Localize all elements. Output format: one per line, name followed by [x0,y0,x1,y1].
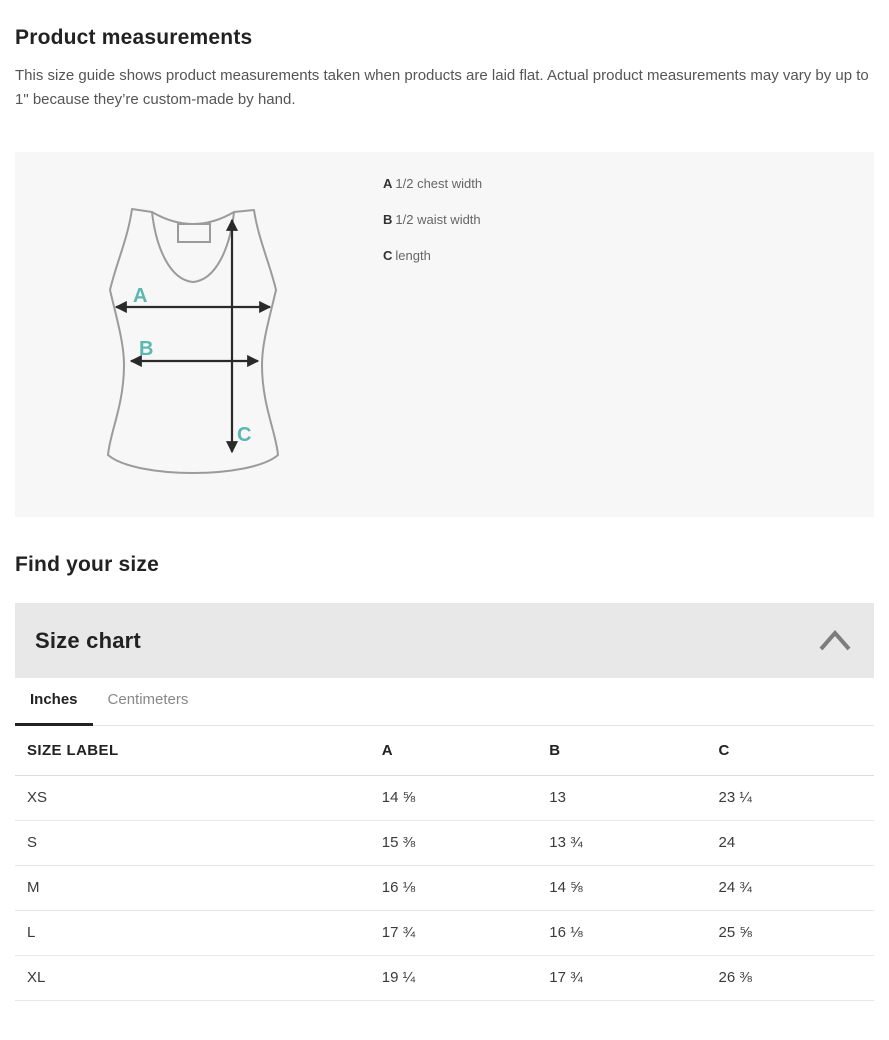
tank-outline [108,209,278,473]
value-cell-b: 16 ⅛ [537,911,706,956]
value-cell-a: 17 ¾ [370,911,538,956]
value-cell-b: 14 ⅝ [537,866,706,911]
value-cell-c: 24 [706,821,874,866]
tab-inches[interactable]: Inches [15,678,93,726]
find-your-size-title: Find your size [15,553,159,576]
value-cell-c: 26 ⅜ [706,956,874,1001]
size-table [15,726,874,1001]
legend-item-b [383,212,482,227]
size-chart-accordion-header[interactable] [15,603,874,678]
tab-centimeters[interactable]: Centimeters [107,691,189,708]
value-cell-c: 24 ¾ [706,866,874,911]
value-cell-b: 17 ¾ [537,956,706,1001]
unit-tabs [15,678,874,726]
measurement-legend [383,176,482,284]
column-header-size-label: SIZE LABEL [15,726,370,776]
legend-text-b: 1/2 waist width [395,212,481,227]
size-label-cell: XL [15,956,370,1001]
tank-back-neck-line [152,212,234,224]
page-title: Product measurements [15,26,253,49]
column-header-c: C [706,726,874,776]
table-row [15,911,874,956]
size-chart-title: Size chart [35,627,141,653]
tank-top-diagram [100,202,290,487]
column-header-a: A [370,726,538,776]
size-label-cell: XS [15,776,370,821]
measurement-diagram-panel [15,152,874,517]
value-cell-b: 13 ¾ [537,821,706,866]
column-header-b: B [537,726,706,776]
size-label-cell: S [15,821,370,866]
legend-text-c: length [395,248,431,263]
size-label-cell: L [15,911,370,956]
value-cell-a: 15 ⅜ [370,821,538,866]
table-row [15,866,874,911]
legend-item-c [383,248,482,263]
legend-key-a: A [383,176,393,191]
table-row [15,821,874,866]
legend-item-a [383,176,482,191]
value-cell-a: 16 ⅛ [370,866,538,911]
diagram-label-b: B [139,338,154,360]
legend-key-b: B [383,212,393,227]
value-cell-a: 19 ¼ [370,956,538,1001]
table-row [15,776,874,821]
value-cell-c: 23 ¼ [706,776,874,821]
value-cell-c: 25 ⅝ [706,911,874,956]
tank-neck-tag [178,224,210,242]
diagram-label-a: A [133,285,148,307]
size-label-cell: M [15,866,370,911]
legend-text-a: 1/2 chest width [395,176,483,191]
value-cell-b: 13 [537,776,706,821]
value-cell-a: 14 ⅝ [370,776,538,821]
diagram-label-c: C [237,424,252,446]
table-row [15,956,874,1001]
chevron-up-icon [816,627,854,655]
size-guide-page [0,26,889,1001]
page-description: This size guide shows product measurements taken when products are laid flat. Actual product measurements may vary by up to 1" because they’re custom-made by hand. [15,67,869,108]
size-table-header-row [15,726,874,776]
legend-key-c: C [383,248,393,263]
